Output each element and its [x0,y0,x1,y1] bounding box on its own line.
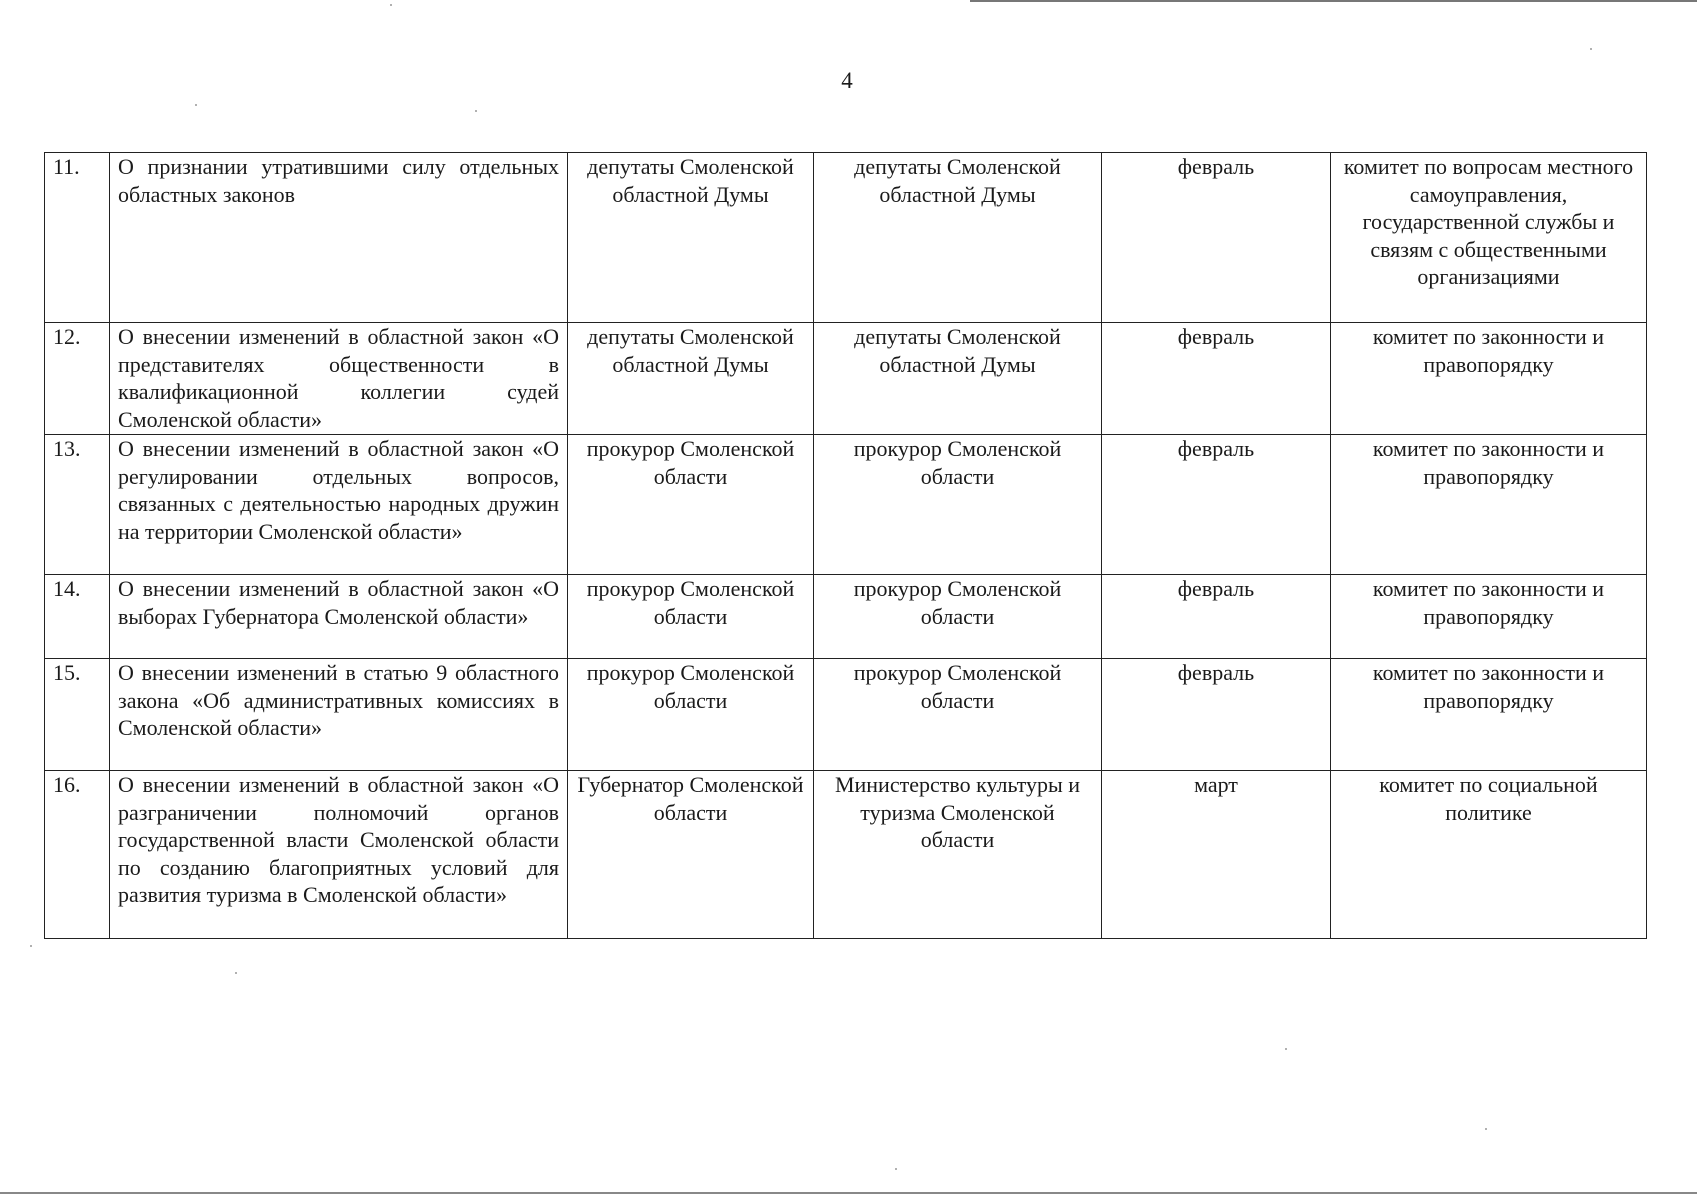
table-row [45,771,1647,939]
row-number: 13. [45,435,110,575]
bill-title: О внесении изменений в областной закон «О выборах Губернатора Смоленской области» [110,575,568,659]
page-number: 4 [841,68,853,93]
scan-speck [1590,48,1592,50]
term-cell: март [1102,771,1331,939]
table-row [45,323,1647,435]
scan-speck [895,1168,897,1170]
initiator-cell: прокурор Смоленской области [568,659,814,771]
legislation-plan-table [44,152,1647,939]
scan-speck [1485,1128,1487,1130]
developer-cell: прокурор Смоленской области [814,575,1102,659]
developer-cell: Министерство культуры и туризма Смоленской области [814,771,1102,939]
bottom-edge-line [0,1192,1697,1194]
initiator-cell: депутаты Смоленской областной Думы [568,153,814,323]
scan-speck [30,945,32,947]
bill-title: О признании утратившими силу отдельных областных законов [110,153,568,323]
scan-speck [390,4,392,6]
table-row [45,575,1647,659]
committee-cell: комитет по социальной политике [1331,771,1647,939]
initiator-cell: прокурор Смоленской области [568,575,814,659]
initiator-cell: депутаты Смоленской областной Думы [568,323,814,435]
row-number: 14. [45,575,110,659]
initiator-cell: Губернатор Смоленской области [568,771,814,939]
table-row [45,153,1647,323]
scan-speck [195,104,197,106]
scan-speck [235,972,237,974]
developer-cell: прокурор Смоленской области [814,659,1102,771]
term-cell: февраль [1102,575,1331,659]
bill-title: О внесении изменений в областной закон «О представителях общественности в квалификационной коллегии судей Смоленской области» [110,323,568,435]
bill-title: О внесении изменений в областной закон «О регулировании отдельных вопросов, связанных с деятельностью народных дружин на территории Смоленской области» [110,435,568,575]
initiator-cell: прокурор Смоленской области [568,435,814,575]
developer-cell: депутаты Смоленской областной Думы [814,153,1102,323]
row-number: 11. [45,153,110,323]
term-cell: февраль [1102,435,1331,575]
term-cell: февраль [1102,659,1331,771]
term-cell: февраль [1102,323,1331,435]
scan-speck [1285,1048,1287,1050]
committee-cell: комитет по вопросам местного самоуправления, государственной службы и связям с общественными организациями [1331,153,1647,323]
table-row [45,435,1647,575]
committee-cell: комитет по законности и правопорядку [1331,659,1647,771]
term-cell: февраль [1102,153,1331,323]
committee-cell: комитет по законности и правопорядку [1331,575,1647,659]
table-row [45,659,1647,771]
top-edge-line [970,0,1697,2]
row-number: 12. [45,323,110,435]
bill-title: О внесении изменений в статью 9 областного закона «Об административных комиссиях в Смоленской области» [110,659,568,771]
row-number: 15. [45,659,110,771]
bill-title: О внесении изменений в областной закон «О разграничении полномочий органов государственной власти Смоленской области по созданию благоприятных условий для развития туризма в Смоленской области» [110,771,568,939]
committee-cell: комитет по законности и правопорядку [1331,323,1647,435]
developer-cell: депутаты Смоленской областной Думы [814,323,1102,435]
committee-cell: комитет по законности и правопорядку [1331,435,1647,575]
row-number: 16. [45,771,110,939]
scan-speck [475,110,477,112]
developer-cell: прокурор Смоленской области [814,435,1102,575]
